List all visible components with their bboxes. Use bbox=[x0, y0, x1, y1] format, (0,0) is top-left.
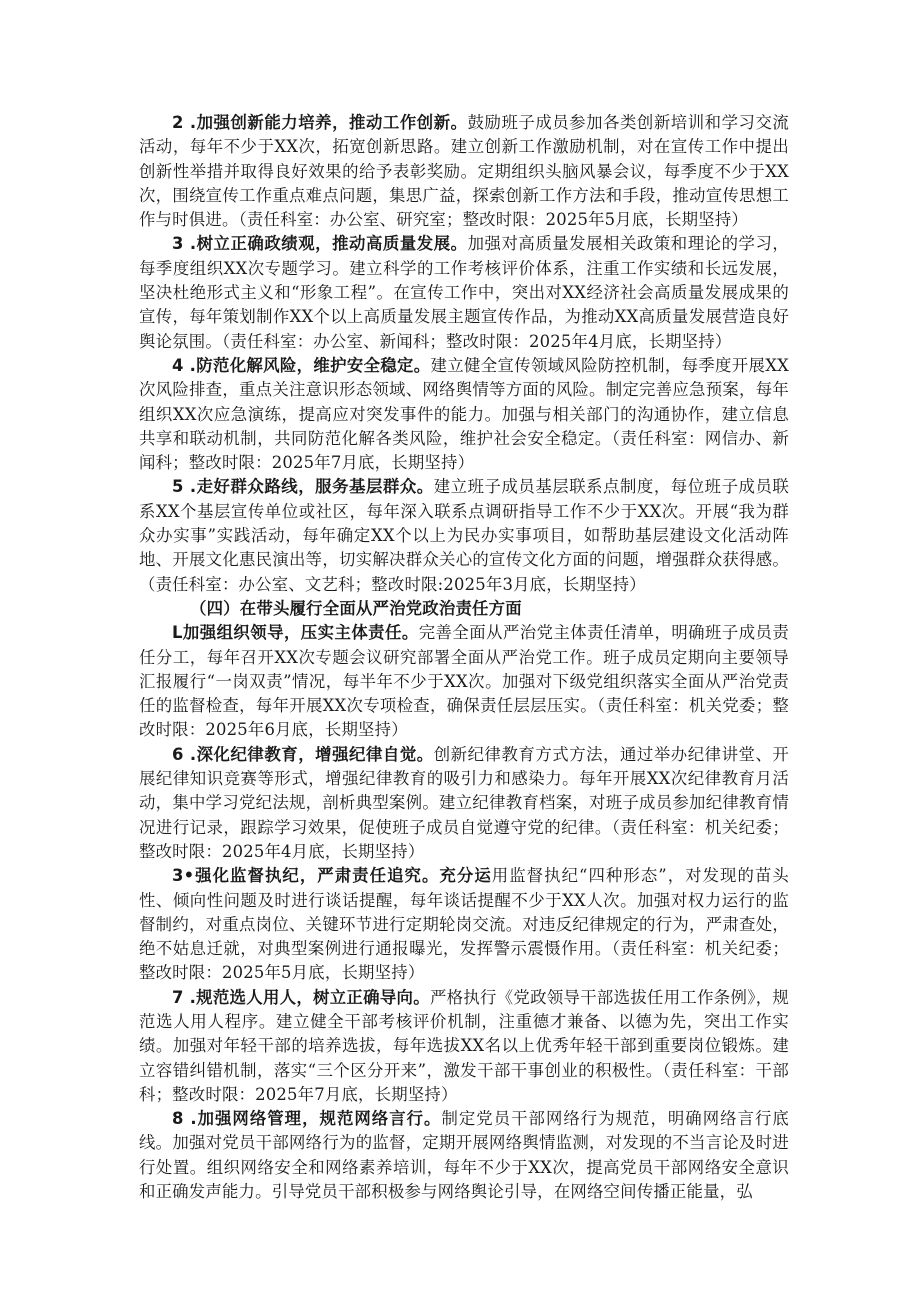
paragraph-heading: 5 .走好群众路线，服务基层群众。 bbox=[172, 477, 434, 497]
paragraph-text: 制定党员干部网络行为规范，明确网络言行底线。加强对党员干部网络行为的监督，定期开展网络舆情监测，对发现的不当言论及时进行处置。组织网络安全和网络素养培训，每年不少于XX次，提高党员干部网络安全意识和正确发声能力。引导党员干部积极参与网络舆论引导，在网络空间传播正能量，弘 bbox=[139, 1109, 789, 1202]
paragraph-organization-leadership bbox=[139, 621, 789, 742]
paragraph-heading: 2 .加强创新能力培养，推动工作创新。 bbox=[172, 113, 468, 132]
paragraph-supervision bbox=[139, 864, 789, 985]
document-body bbox=[139, 111, 789, 1204]
paragraph-text: 严格执行《党政领导干部选拔任用工作条例》，规范选人用人程序。建立健全干部考核评价机制，注重德才兼备、以德为先，突出工作实绩。加强对年轻干部的培养选拔，每年选拔XX名以上优秀年轻干部到重要岗位锻炼。建立容错纠错机制，落实“三个区分开来”，激发干部干事创业的积极性。（责任科室：干部科；整改时限：2025年7月底，长期坚持） bbox=[139, 987, 789, 1104]
paragraph-heading: 3 .树立正确政绩观，推动高质量发展。 bbox=[172, 234, 468, 254]
paragraph-text: 建立健全宣传领域风险防控机制，每季度开展XX次风险排查，重点关注意识形态领域、网络舆情等方面的风险。制定完善应急预案，每年组织XX次应急演练，提高应对突发事件的能力。加强与相关部门的沟通协作，建立信息共享和联动机制，共同防范化解各类风险，维护社会安全稳定。（责任科室：网信办、新闻科；整改时限：2025年7月底，长期坚持） bbox=[139, 355, 789, 473]
paragraph-text: 鼓励班子成员参加各类创新培训和学习交流活动，每年不少于XX次，拓宽创新思路。建立创新工作激励机制，对在宣传工作中提出创新性举措并取得良好效果的给予表彰奖励。定期组织头脑风暴会议，每季度不少于XX次，围绕宣传工作重点难点问题，集思广益，探索创新工作方法和手段，推动宣传思想工作与时俱进。（责任科室：办公室、研究室；整改时限：2025年5月底，长期坚持） bbox=[139, 113, 789, 230]
paragraph-network-management bbox=[139, 1107, 789, 1204]
paragraph-heading: 8 .加强网络管理，规范网络言行。 bbox=[172, 1109, 442, 1129]
paragraph-innovation bbox=[139, 111, 789, 232]
paragraph-text: 用监督执纪“四种形态”，对发现的苗头性、倾向性问题及时进行谈话提醒，每年谈话提醒不少于XX人次。加强对权力运行的监督制约，对重点岗位、关键环节进行定期轮岗交流。对违反纪律规定的行为，严肃查处，绝不姑息迁就，对典型案例进行通报曝光，发挥警示震慑作用。（责任科室：机关纪委；整改时限：2025年5月底，长期坚持） bbox=[139, 866, 789, 983]
paragraph-risk-prevention bbox=[139, 354, 789, 475]
paragraph-discipline-education bbox=[139, 743, 789, 864]
section-heading: （四）在带头履行全面从严治党政治责任方面 bbox=[190, 598, 522, 618]
paragraph-performance-view bbox=[139, 232, 789, 353]
paragraph-personnel-selection bbox=[139, 986, 789, 1107]
paragraph-text: 加强对高质量发展相关政策和理论的学习，每季度组织XX次专题学习。建立科学的工作考核评价体系，注重工作实绩和长远发展，坚决杜绝形式主义和“形象工程”。在宣传工作中，突出对XX经济社会高质量发展成果的宣传，每年策划制作XX个以上高质量发展主题宣传作品，为推动XX高质量发展营造良好舆论氛围。（责任科室：办公室、新闻科；整改时限：2025年4月底，长期坚持） bbox=[139, 234, 789, 351]
paragraph-heading: 6 .深化纪律教育，增强纪律自觉。 bbox=[172, 744, 434, 764]
paragraph-text: 完善全面从严治党主体责任清单，明确班子成员责任分工，每年召开XX次专题会议研究部署全面从严治党工作。班子成员定期向主要领导汇报履行“一岗双责”情况，每半年不少于XX次。加强对下级党组织落实全面从严治党责任的监督检查，每年开展XX次专项检查，确保责任层层压实。（责任科室：机关党委；整改时限：2025年6月底，长期坚持） bbox=[139, 623, 789, 740]
paragraph-mass-line bbox=[139, 475, 789, 596]
paragraph-heading: 7 .规范选人用人，树立正确导向。 bbox=[172, 987, 430, 1007]
paragraph-text: 创新纪律教育方式方法，通过举办纪律讲堂、开展纪律知识竞赛等形式，增强纪律教育的吸引力和感染力。每年开展XX次纪律教育月活动，集中学习党纪法规，剖析典型案例。建立纪律教育档案，对班子成员参加纪律教育情况进行记录，跟踪学习效果，促使班子成员自觉遵守党的纪律。（责任科室：机关纪委；整改时限：2025年4月底，长期坚持） bbox=[139, 744, 789, 861]
paragraph-text: 建立班子成员基层联系点制度，每位班子成员联系XX个基层宣传单位或社区，每年深入联系点调研指导工作不少于XX次。开展“我为群众办实事”实践活动，每年确定XX个以上为民办实事项目，如帮助基层建设文化活动阵地、开展文化惠民演出等，切实解决群众关心的宣传文化方面的问题，增强群众获得感。（责任科室：办公室、文艺科；整改时限:2025年3月底，长期坚持） bbox=[139, 477, 789, 594]
paragraph-heading: 3•强化监督执纪，严肃责任追究。充分运 bbox=[172, 866, 492, 886]
paragraph-heading: 4 .防范化解风险，维护安全稳定。 bbox=[172, 355, 431, 375]
paragraph-heading: L加强组织领导，压实主体责任。 bbox=[172, 623, 419, 643]
